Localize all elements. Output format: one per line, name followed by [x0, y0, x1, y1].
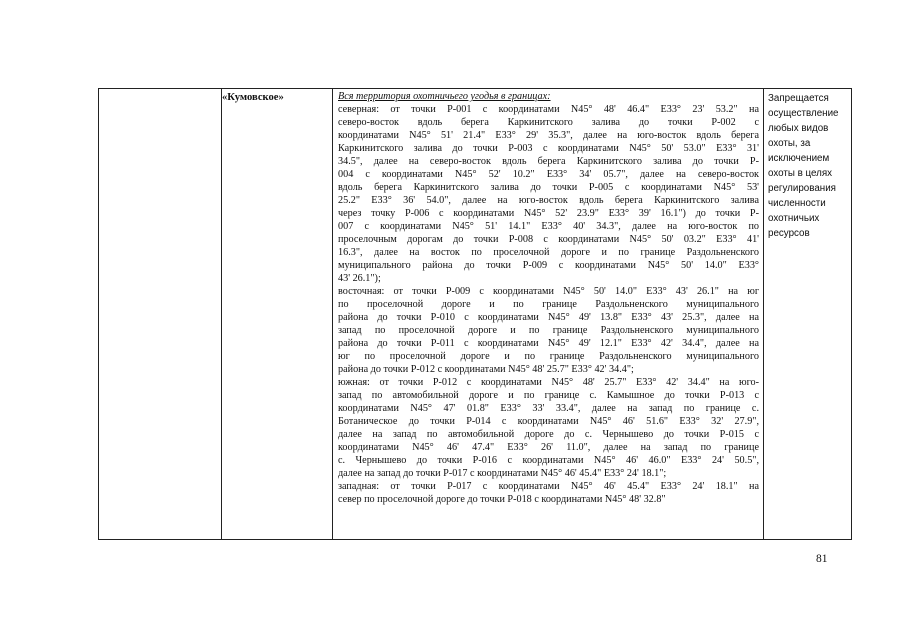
boundary-line: координатами N45° 46' 47.4" E33° 26' 11.0", далее на запад по границе	[338, 442, 759, 453]
boundary-line: вдоль берега Каркинитского залива до точки Р-005 с координатами N45° 53'	[338, 182, 759, 193]
boundary-line: района до точки Р-012 с координатами N45° 48' 25.7" E33° 42' 34.4";	[338, 364, 634, 375]
boundary-line: восточная: от точки Р-009 с координатами N45° 50' 14.0" E33° 43' 26.1" на юг	[338, 286, 759, 297]
boundary-line: северная: от точки Р-001 с координатами N45° 48' 46.4" E33° 23' 53.2" на	[338, 104, 759, 115]
boundary-line: района до точки Р-010 с координатами N45° 49' 13.8" E33° 43' 25.3", далее на	[338, 312, 759, 323]
boundary-line: 007 с координатами N45° 51' 14.1" E33° 40' 34.3", далее на юго-восток по	[338, 221, 759, 232]
boundary-line: через точку Р-006 с координатами N45° 52' 23.9" E33° 39' 16.1") до точки Р-	[338, 208, 759, 219]
boundary-line: далее на запад по автомобильной дороге до с. Чернышево до точки Р-015 с	[338, 429, 759, 440]
restriction-note-line: Запрещается	[768, 93, 829, 104]
boundary-line: 43' 26.1");	[338, 273, 381, 284]
boundary-heading: Вся территория охотничьего угодья в границах:	[338, 91, 551, 102]
table-row	[99, 89, 852, 540]
boundary-line: района до точки Р-011 с координатами N45° 49' 12.1" E33° 42' 34.4", далее на	[338, 338, 759, 349]
page-number: 81	[816, 553, 828, 565]
boundary-line: координатами N45° 47' 01.8" E33° 33' 33.4", далее на запад по границе с.	[338, 403, 759, 414]
boundary-line: 004 с координатами N45° 52' 10.2" E33° 34' 05.7", далее на северо-восток	[338, 169, 759, 180]
restriction-note-line: охоты в целях	[768, 168, 833, 179]
boundary-line: 25.2" E33° 36' 54.0", далее на юго-восток вдоль берега Каркинитского залива	[338, 195, 759, 206]
boundary-line: муниципального района до точки Р-009 с координатами N45° 50' 14.0" E33°	[338, 260, 759, 271]
restriction-note-cell	[764, 89, 852, 540]
boundary-line: 34.5", далее на северо-восток вдоль берега Каркинитского залива до точки Р-	[338, 156, 759, 167]
boundary-line: далее на запад до точки Р-017 с координатами N45° 46' 45.4" E33° 24' 18.1";	[338, 468, 667, 479]
boundary-line: Ботаническое до точки Р-014 с координатами N45° 46' 51.6" E33° 32' 27.9",	[338, 416, 759, 427]
restriction-note-line: любых видов	[768, 123, 829, 134]
boundary-line: северо-восток вдоль берега Каркинитского залива до точки Р-002 с	[338, 117, 759, 128]
restriction-note-line: исключением	[768, 153, 830, 164]
hunting-ground-table	[98, 88, 852, 540]
boundary-line: север по проселочной дороге до точки Р-018 с координатами N45° 48' 32.8"	[338, 494, 666, 505]
restriction-note-line: осуществление	[768, 108, 839, 119]
restriction-note-line: ресурсов	[768, 228, 810, 239]
boundary-line: запад по проселочной дороге и по границе Раздольненского муниципального	[338, 325, 759, 336]
restriction-note	[768, 91, 849, 241]
boundary-line: запад по автомобильной дороге и по границе с. Камышное до точки Р-013 с	[338, 390, 759, 401]
boundary-line: проселочным дорогам до точки Р-008 с координатами N45° 50' 03.2" E33° 41'	[338, 234, 759, 245]
restriction-note-line: регулирования	[768, 183, 836, 194]
restriction-note-line: численности	[768, 198, 826, 209]
restriction-note-line: охотничьих	[768, 213, 820, 224]
ground-name: «Кумовское»	[222, 92, 284, 103]
empty-cell	[99, 89, 222, 540]
boundary-line: 16.3", далее на восток по проселочной дороге и по границе Раздольненского	[338, 247, 759, 258]
ground-name-cell	[222, 89, 333, 540]
boundary-line: с. Чернышево до точки Р-016 с координатами N45° 46' 46.0" E33° 24' 50.5",	[338, 455, 759, 466]
boundary-line: южная: от точки Р-012 с координатами N45° 48' 25.7" E33° 42' 34.4" на юго-	[338, 377, 759, 388]
restriction-note-line: охоты, за	[768, 138, 811, 149]
boundary-line: Каркинитского залива до точки Р-003 с координатами N45° 50' 53.0" E33° 31'	[338, 143, 759, 154]
boundary-line: западная: от точки Р-017 с координатами N45° 46' 45.4" E33° 24' 18.1" на	[338, 481, 759, 492]
boundary-lines	[338, 103, 759, 506]
boundary-line: юг по проселочной дороге и по границе Раздольненского муниципального	[338, 351, 759, 362]
boundary-description-cell	[333, 89, 764, 540]
boundary-line: по проселочной дороге и по границе Раздольненского муниципального	[338, 299, 759, 310]
boundary-line: координатами N45° 51' 21.4" E33° 29' 35.3", далее на юго-восток вдоль берега	[338, 130, 759, 141]
